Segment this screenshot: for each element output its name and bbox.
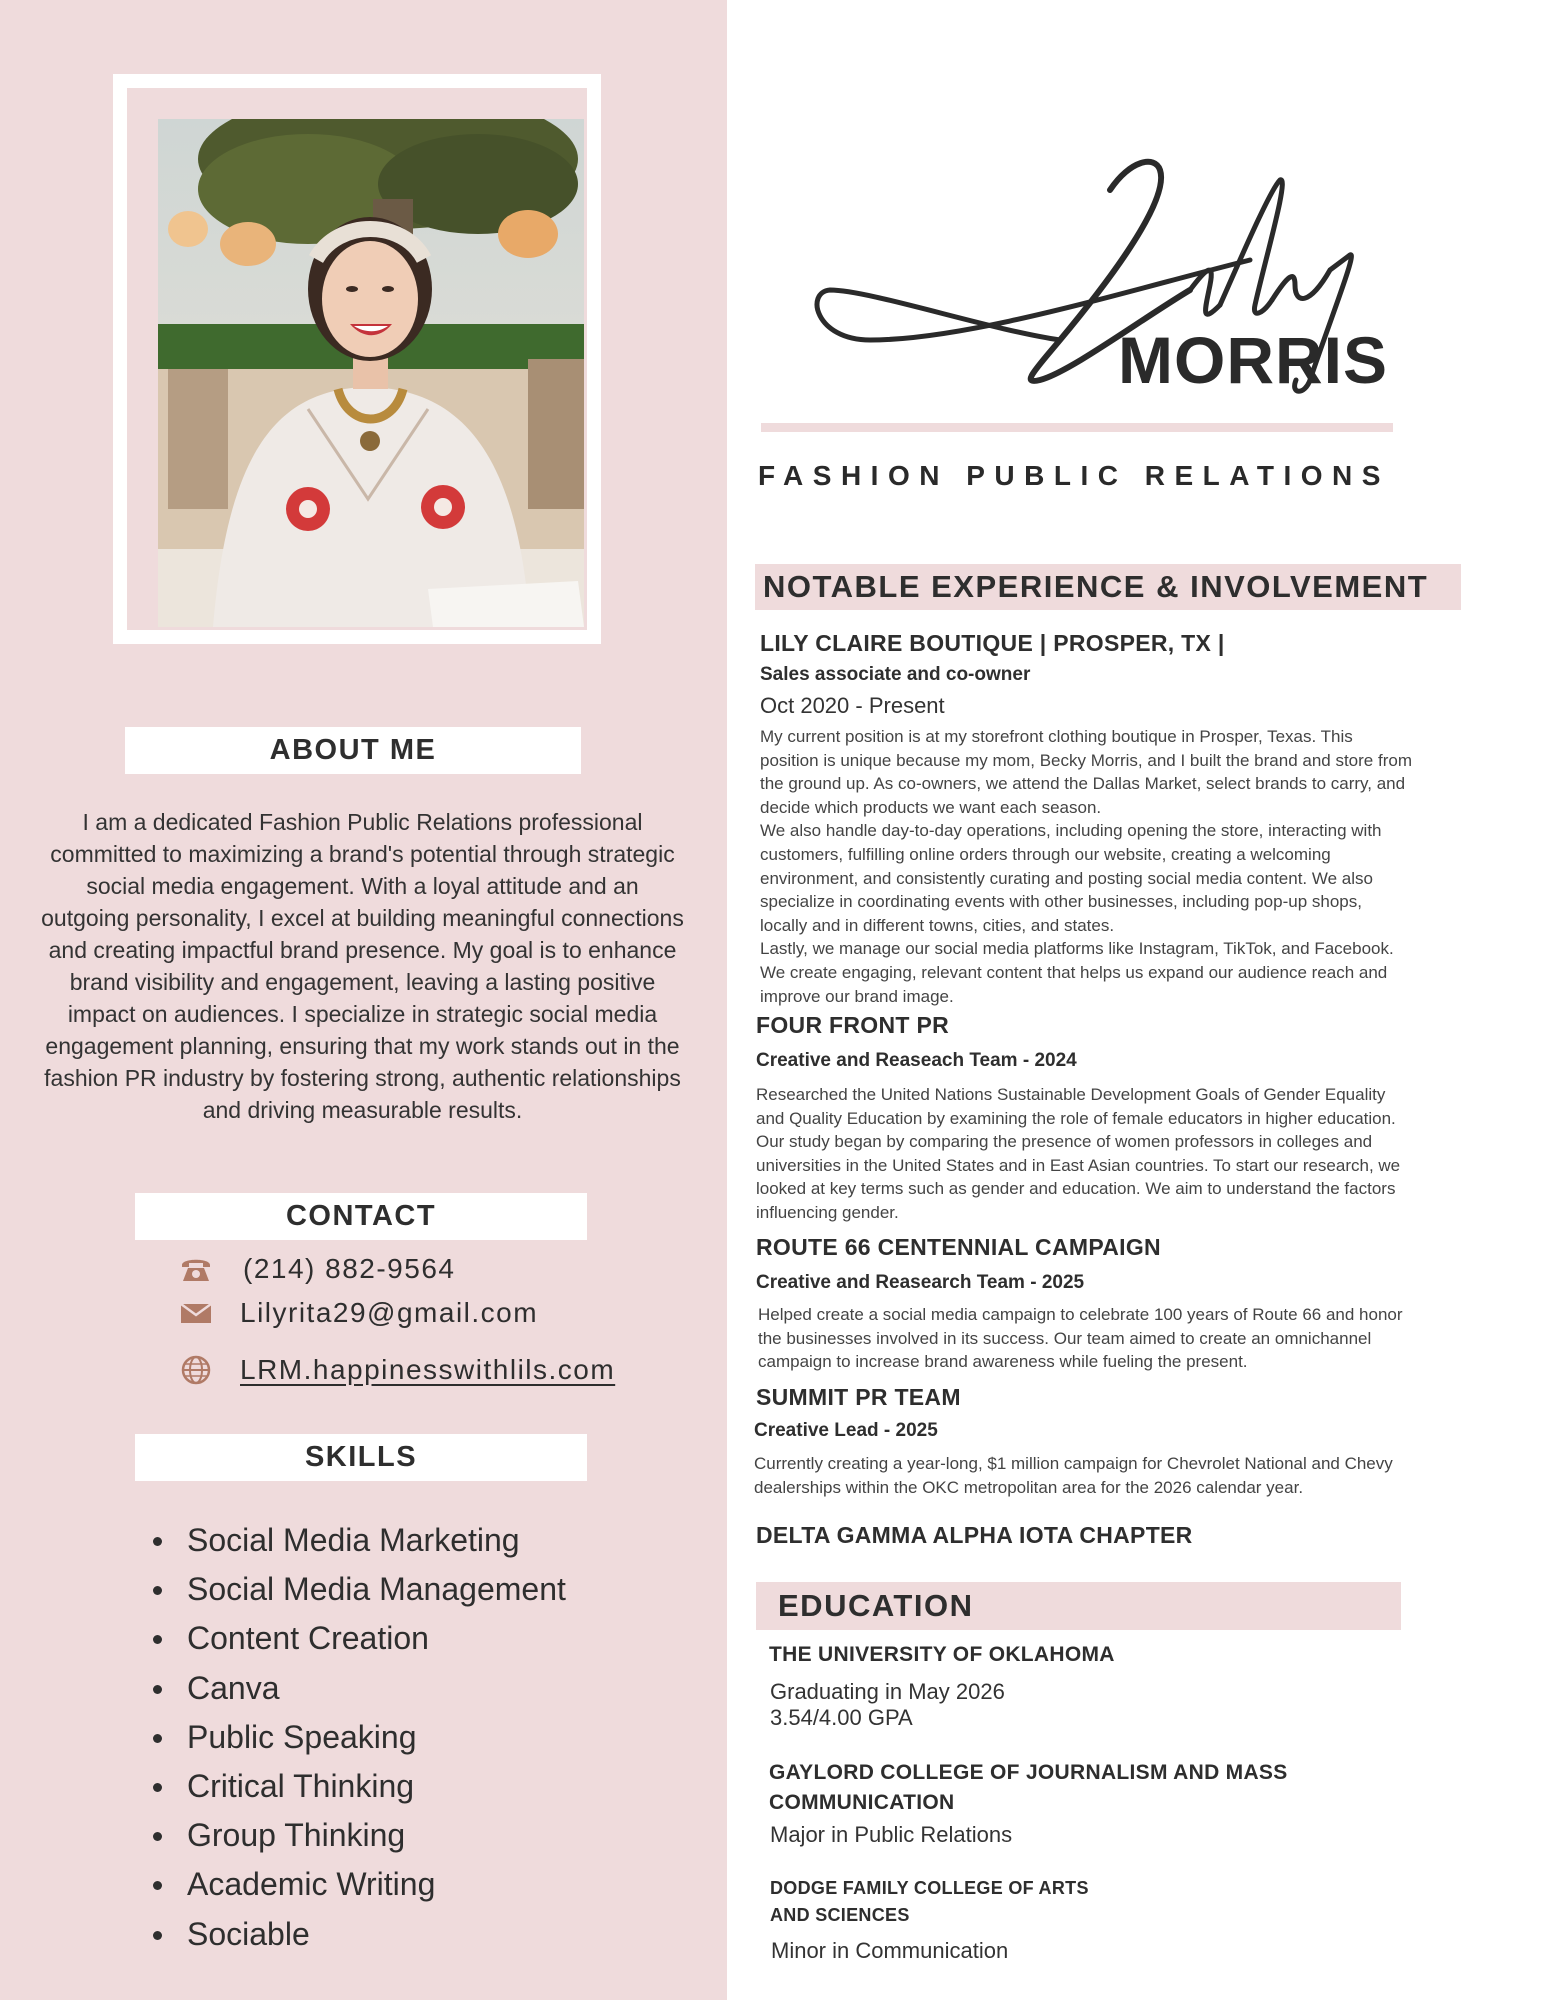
description-line: the ground up. As co-owners, we attend the Dallas Market, select brands to carry, and xyxy=(760,774,1406,794)
experience-description xyxy=(760,725,1510,1008)
skill-item: Sociable xyxy=(150,1910,566,1959)
description-line: Currently creating a year-long, $1 million campaign for Chevrolet National and Chevy xyxy=(754,1454,1393,1473)
education-institution: THE UNIVERSITY OF OKLAHOMA xyxy=(769,1643,1115,1666)
about-text: I am a dedicated Fashion Public Relations professional committed to maximizing a brand's potential through strategic social media engagement. With a loyal attitude and an outgoing personality, I excel at building meaningful connections and creating impactful brand presence. My goal is to enhance brand visibility and engagement, leaving a lasting positive impact on audiences. I specialize in strategic social media engagement planning, ensuring that my work stands out in the fashion PR industry by fostering strong, authentic relationships and driving measurable results. xyxy=(41,809,684,1123)
skill-item: Academic Writing xyxy=(150,1860,566,1909)
skills-list xyxy=(150,1516,566,1959)
experience-description xyxy=(758,1303,1508,1374)
skill-item: Group Thinking xyxy=(150,1811,566,1860)
experience-org: FOUR FRONT PR xyxy=(756,1012,949,1038)
experience-role: Creative and Reaseach Team - 2024 xyxy=(756,1050,1077,1071)
experience-org: LILY CLAIRE BOUTIQUE | PROSPER, TX | xyxy=(760,630,1225,656)
education-name-line: AND SCIENCES xyxy=(770,1905,910,1925)
education-detail-line: Minor in Communication xyxy=(771,1938,1009,1963)
education-name-line: GAYLORD COLLEGE OF JOURNALISM AND MASS xyxy=(769,1761,1288,1784)
description-line: campaign to increase brand awareness while fueling the present. xyxy=(758,1352,1248,1372)
contact-website-row[interactable] xyxy=(179,1354,615,1386)
header-divider xyxy=(761,423,1393,432)
logo-last-name: MORRIS xyxy=(1118,323,1388,397)
skills-heading: SKILLS xyxy=(304,1441,418,1473)
education-heading-box xyxy=(756,1582,1401,1630)
description-line: My current position is at my storefront clothing boutique in Prosper, Texas. This xyxy=(760,727,1353,746)
about-heading-box xyxy=(125,727,581,774)
skill-item: Public Speaking xyxy=(150,1713,566,1762)
phone-icon xyxy=(179,1254,213,1284)
education-institution xyxy=(769,1758,1288,1818)
skill-item: Social Media Management xyxy=(150,1565,566,1614)
experience-heading: NOTABLE EXPERIENCE & INVOLVEMENT xyxy=(763,569,1429,604)
description-line: decide which products we want each season. xyxy=(760,797,1102,817)
description-line: customers, fulfilling online orders through our website, creating a welcoming xyxy=(760,844,1331,864)
education-detail-line: 3.54/4.00 GPA xyxy=(770,1705,913,1730)
education-name-line: DODGE FAMILY COLLEGE OF ARTS xyxy=(770,1878,1089,1898)
contact-phone: (214) 882-9564 xyxy=(243,1253,456,1284)
description-line: dealerships within the OKC metropolitan area for the 2026 calendar year. xyxy=(754,1477,1304,1497)
description-line: Researched the United Nations Sustainable Development Goals of Gender Equality xyxy=(756,1085,1386,1104)
skill-item: Content Creation xyxy=(150,1614,566,1663)
tagline: FASHION PUBLIC RELATIONS xyxy=(758,460,1390,491)
contact-phone-row[interactable] xyxy=(179,1253,455,1285)
experience-org: SUMMIT PR TEAM xyxy=(756,1384,961,1410)
experience-role: Creative and Reasearch Team - 2025 xyxy=(756,1272,1085,1293)
mail-icon xyxy=(179,1298,213,1328)
globe-icon xyxy=(179,1355,213,1385)
photo-mat xyxy=(127,88,587,630)
contact-email-row[interactable] xyxy=(179,1297,538,1329)
experience-role: Creative Lead - 2025 xyxy=(754,1420,938,1441)
description-line: We create engaging, relevant content that helps us expand our audience reach and xyxy=(760,962,1388,982)
description-line: looked at key terms such as gender and education. We aim to understand the factors xyxy=(756,1179,1396,1199)
experience-heading-box xyxy=(755,564,1461,610)
skill-item: Social Media Marketing xyxy=(150,1516,566,1565)
sidebar xyxy=(0,0,727,2000)
description-line: environment, and consistently curating and posting social media content. We also xyxy=(760,868,1373,888)
education-institution xyxy=(770,1875,1089,1929)
profile-photo xyxy=(158,119,584,627)
description-line: influencing gender. xyxy=(756,1202,899,1222)
experience-org: ROUTE 66 CENTENNIAL CAMPAIGN xyxy=(756,1234,1161,1260)
description-line: Lastly, we manage our social media platforms like Instagram, TikTok, and Facebook. xyxy=(760,939,1394,959)
experience-description xyxy=(754,1452,1504,1499)
logo-first-name: Lily xyxy=(810,140,812,141)
contact-heading-box xyxy=(135,1193,587,1240)
profile-photo-frame xyxy=(113,74,601,644)
description-line: We also handle day-to-day operations, including opening the store, interacting with xyxy=(760,821,1382,841)
experience-role: Sales associate and co-owner xyxy=(760,664,1031,685)
experience-org: DELTA GAMMA ALPHA IOTA CHAPTER xyxy=(756,1522,1193,1548)
skill-item: Critical Thinking xyxy=(150,1762,566,1811)
education-heading: EDUCATION xyxy=(778,1588,974,1623)
contact-website-link[interactable]: LRM.happinesswithlils.com xyxy=(240,1354,616,1385)
description-line: position is unique because my mom, Becky Morris, and I built the brand and store from xyxy=(760,750,1412,770)
experience-description xyxy=(756,1083,1506,1225)
education-detail-line: Major in Public Relations xyxy=(770,1822,1013,1847)
experience-date: Oct 2020 - Present xyxy=(760,693,945,718)
description-line: Our study began by comparing the presence of women professors in colleges and xyxy=(756,1132,1373,1152)
education-name-line: COMMUNICATION xyxy=(769,1791,955,1814)
description-line: specialize in coordinating events with other businesses, including pop-up shops, xyxy=(760,892,1362,912)
about-heading: ABOUT ME xyxy=(269,734,437,766)
description-line: locally and in different towns, cities, and states. xyxy=(760,915,1115,935)
education-detail-line: Graduating in May 2026 xyxy=(770,1679,1005,1704)
description-line: improve our brand image. xyxy=(760,986,954,1006)
description-line: Helped create a social media campaign to celebrate 100 years of Route 66 and honor xyxy=(758,1305,1403,1324)
skill-item: Canva xyxy=(150,1664,566,1713)
description-line: the businesses involved in its success. Our team aimed to create an omnichannel xyxy=(758,1328,1372,1348)
description-line: universities in the United States and in East Asian countries. To start our research, we xyxy=(756,1155,1401,1175)
contact-heading: CONTACT xyxy=(285,1200,437,1232)
education-details xyxy=(770,1679,1005,1731)
description-line: and Quality Education by examining the role of female educators in higher education. xyxy=(756,1108,1396,1128)
skills-heading-box xyxy=(135,1434,587,1481)
contact-email: Lilyrita29@gmail.com xyxy=(240,1297,539,1328)
